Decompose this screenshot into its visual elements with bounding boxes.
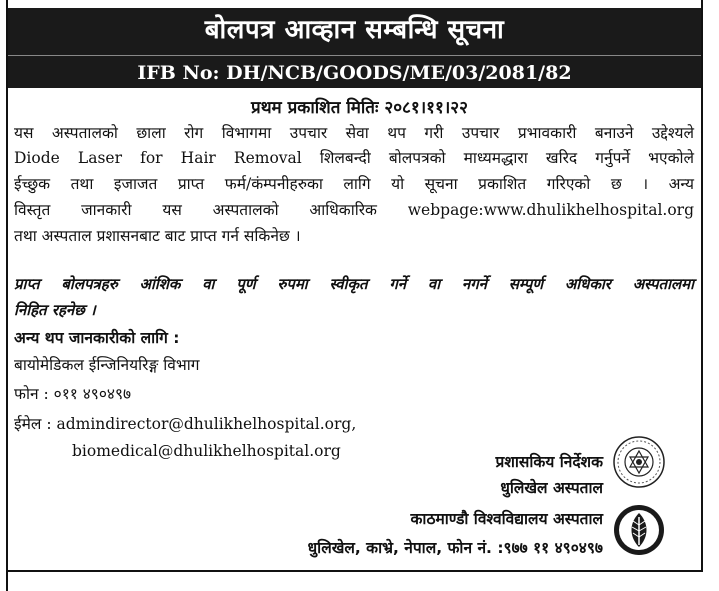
rights-notice-line: निहित रहनेछ । (14, 301, 96, 319)
university-seal-icon (612, 503, 666, 557)
contact-department: बायोमेडिकल ईन्जिनियरिङ्ग विभाग (14, 356, 200, 374)
right-border (701, 0, 703, 572)
contact-heading: अन्य थप जानकारीको लागि : (14, 329, 180, 347)
notice-title: बोलपत्र आव्हान सम्बन्धि सूचना (204, 15, 505, 45)
published-date: प्रथम प्रकाशित मितिः २०८१।११।२२ (251, 98, 468, 118)
ifb-number: IFB No: DH/NCB/GOODS/ME/03/2081/82 (137, 62, 572, 84)
notice-header (8, 8, 701, 88)
contact-phone: फोन : ०११ ४९०४९७ (14, 385, 132, 403)
address-phone: धुलिखेल, काभ्रे, नेपाल, फोन नं. :९७७ ११ ४९०४९७ (307, 539, 603, 557)
body-line: तथा अस्पताल प्रशासनबाट बाट प्राप्त गर्न सकिनेछ । (14, 227, 301, 245)
contact-email: biomedical@dhulikhelhospital.org (72, 442, 341, 460)
contact-email: ईमेल : admindirector@dhulikhelhospital.org, (14, 415, 357, 433)
bottom-border (6, 570, 703, 572)
body-line: यस अस्पतालको छाला रोग विभागमा उपचार सेवा थप गरी उपचार प्रभावकारी बनाउने उद्देश्यले (14, 124, 694, 142)
hospital-name: धुलिखेल अस्पताल (500, 479, 603, 497)
signatory-title: प्रशासकिय निर्देशक (495, 453, 603, 471)
body-line: ईच्छुक तथा इजाजत प्राप्त फर्म/कंम्पनीहरुका लागि यो सूचना प्रकाशित गरिएको छ । अन्य (14, 175, 694, 193)
header-divider (8, 55, 701, 56)
university-name: काठमाण्डौ विश्वविद्यालय अस्पताल (410, 510, 603, 528)
rights-notice-line: प्राप्त बोलपत्रहरु आंशिक वा पूर्ण रुपमा स्वीकृत गर्ने वा नगर्ने सम्पूर्ण अधिकार अस्पतालमा (14, 275, 694, 293)
left-border (6, 0, 8, 591)
body-line: विस्तृत जानकारी यस अस्पतालको आधिकारिक webpage:www.dhulikhelhospital.org (14, 201, 694, 219)
body-line: Diode Laser for Hair Removal शिलबन्दी बोलपत्रको माध्यमद्धारा खरिद गर्नुपर्ने भएकोले (14, 149, 694, 167)
hospital-seal-icon (612, 435, 666, 489)
